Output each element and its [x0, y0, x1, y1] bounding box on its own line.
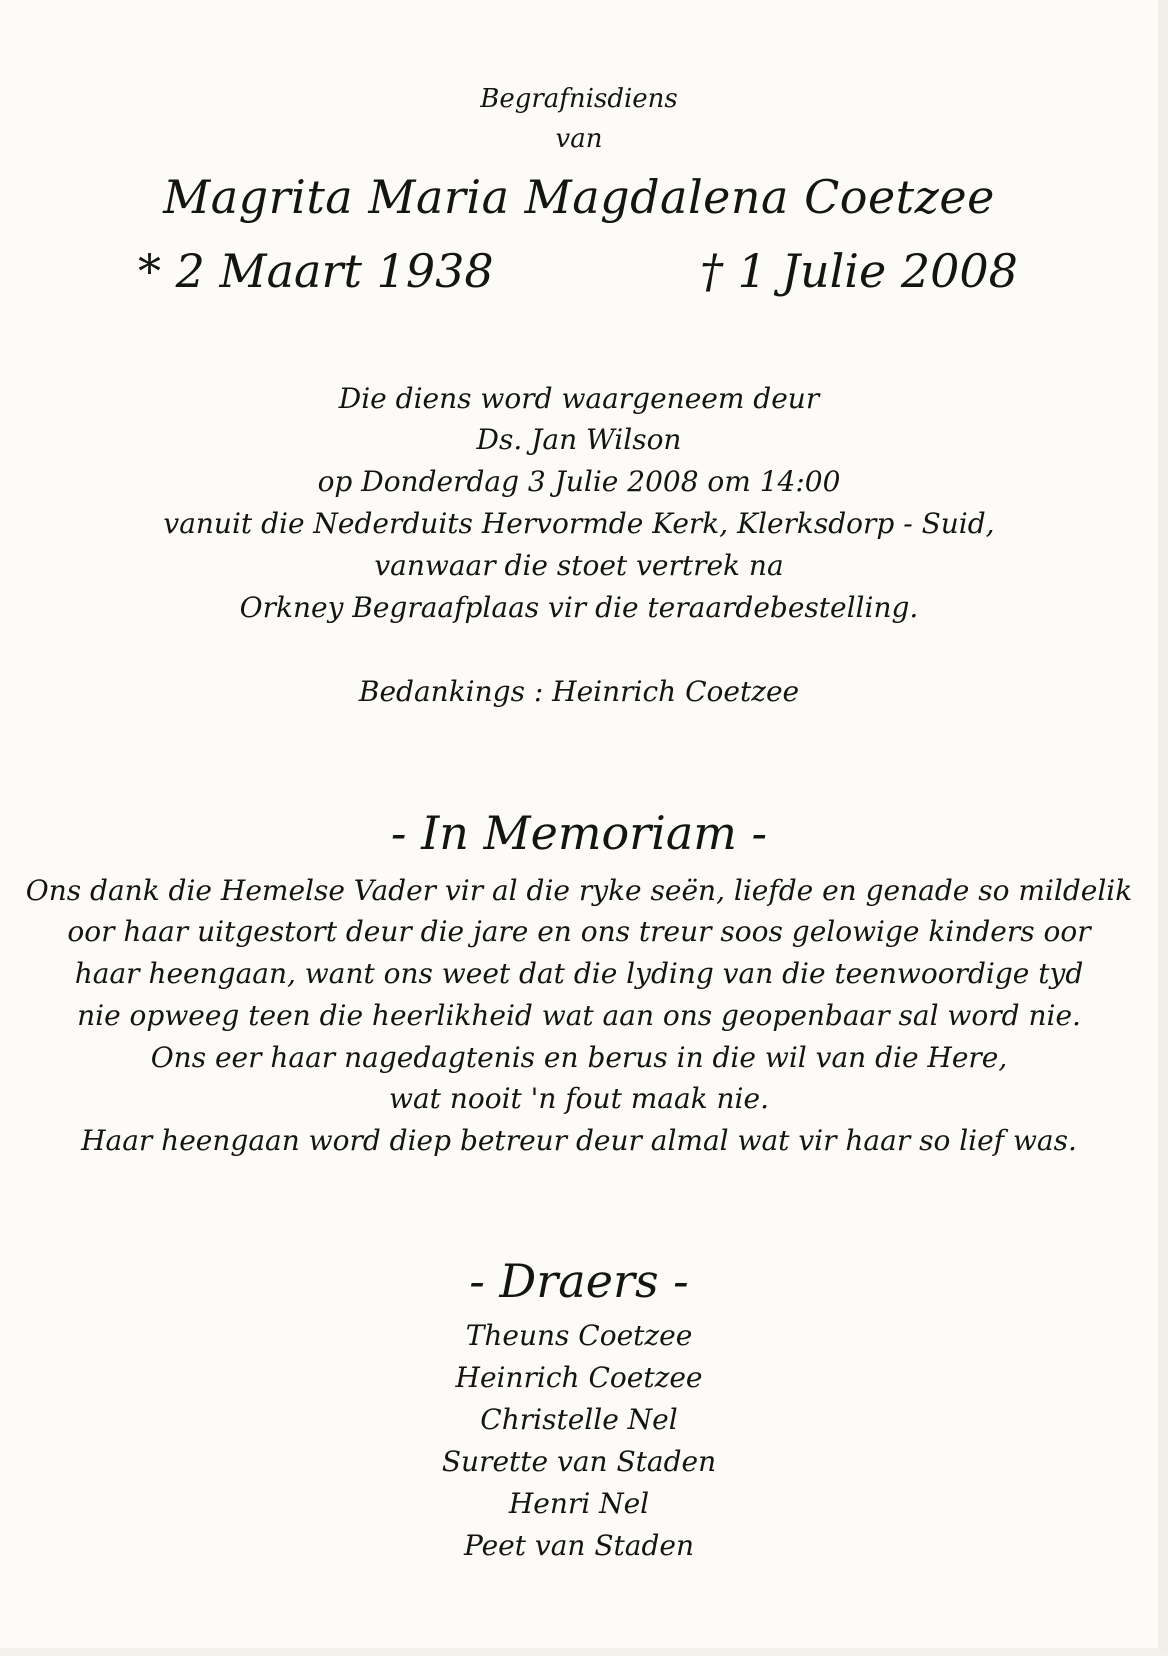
- pallbearer-name: Theuns Coetzee: [465, 1319, 693, 1352]
- service-line: vanuit die Nederduits Hervormde Kerk, Klerksdorp - Suid,: [163, 507, 995, 540]
- memoriam-line: Ons dank die Hemelse Vader vir al die ryke seën, liefde en genade so mildelik: [25, 874, 1133, 907]
- memoriam-line: Haar heengaan word diep betreur deur almal wat vir haar so lief was.: [81, 1124, 1077, 1157]
- service-line: Ds. Jan Wilson: [476, 423, 682, 456]
- draers-heading: - Draers -: [469, 1254, 689, 1308]
- memoriam-line: Ons eer haar nagedagtenis en berus in die wil van die Here,: [150, 1041, 1008, 1074]
- service-line: Orkney Begraafplaas vir die teraardebestelling.: [239, 591, 919, 624]
- service-title-van: van: [555, 124, 603, 154]
- pallbearer-name: Peet van Staden: [464, 1529, 694, 1562]
- in-memoriam-heading: - In Memoriam -: [390, 806, 768, 860]
- death-date: † 1 Julie 2008: [700, 244, 1018, 298]
- memoriam-line: wat nooit 'n fout maak nie.: [389, 1082, 769, 1115]
- thanks-line: Bedankings : Heinrich Coetzee: [358, 675, 800, 708]
- service-line: Die diens word waargeneem deur: [338, 382, 820, 415]
- memoriam-line: oor haar uitgestort deur die jare en ons treur soos gelowige kinders oor: [67, 915, 1091, 948]
- pallbearer-name: Christelle Nel: [480, 1403, 678, 1436]
- memoriam-line: nie opweeg teen die heerlikheid wat aan ons geopenbaar sal word nie.: [77, 999, 1081, 1032]
- service-title: Begrafnisdiens: [480, 84, 678, 114]
- pallbearer-name: Henri Nel: [508, 1487, 650, 1520]
- service-line: vanwaar die stoet vertrek na: [374, 549, 784, 582]
- birth-date: * 2 Maart 1938: [138, 244, 494, 298]
- memoriam-line: haar heengaan, want ons weet dat die lyding van die teenwoordige tyd: [74, 957, 1084, 990]
- deceased-name: Magrita Maria Magdalena Coetzee: [163, 170, 995, 224]
- pallbearer-name: Heinrich Coetzee: [455, 1361, 703, 1394]
- pallbearer-name: Surette van Staden: [441, 1445, 717, 1478]
- service-line: op Donderdag 3 Julie 2008 om 14:00: [317, 465, 841, 498]
